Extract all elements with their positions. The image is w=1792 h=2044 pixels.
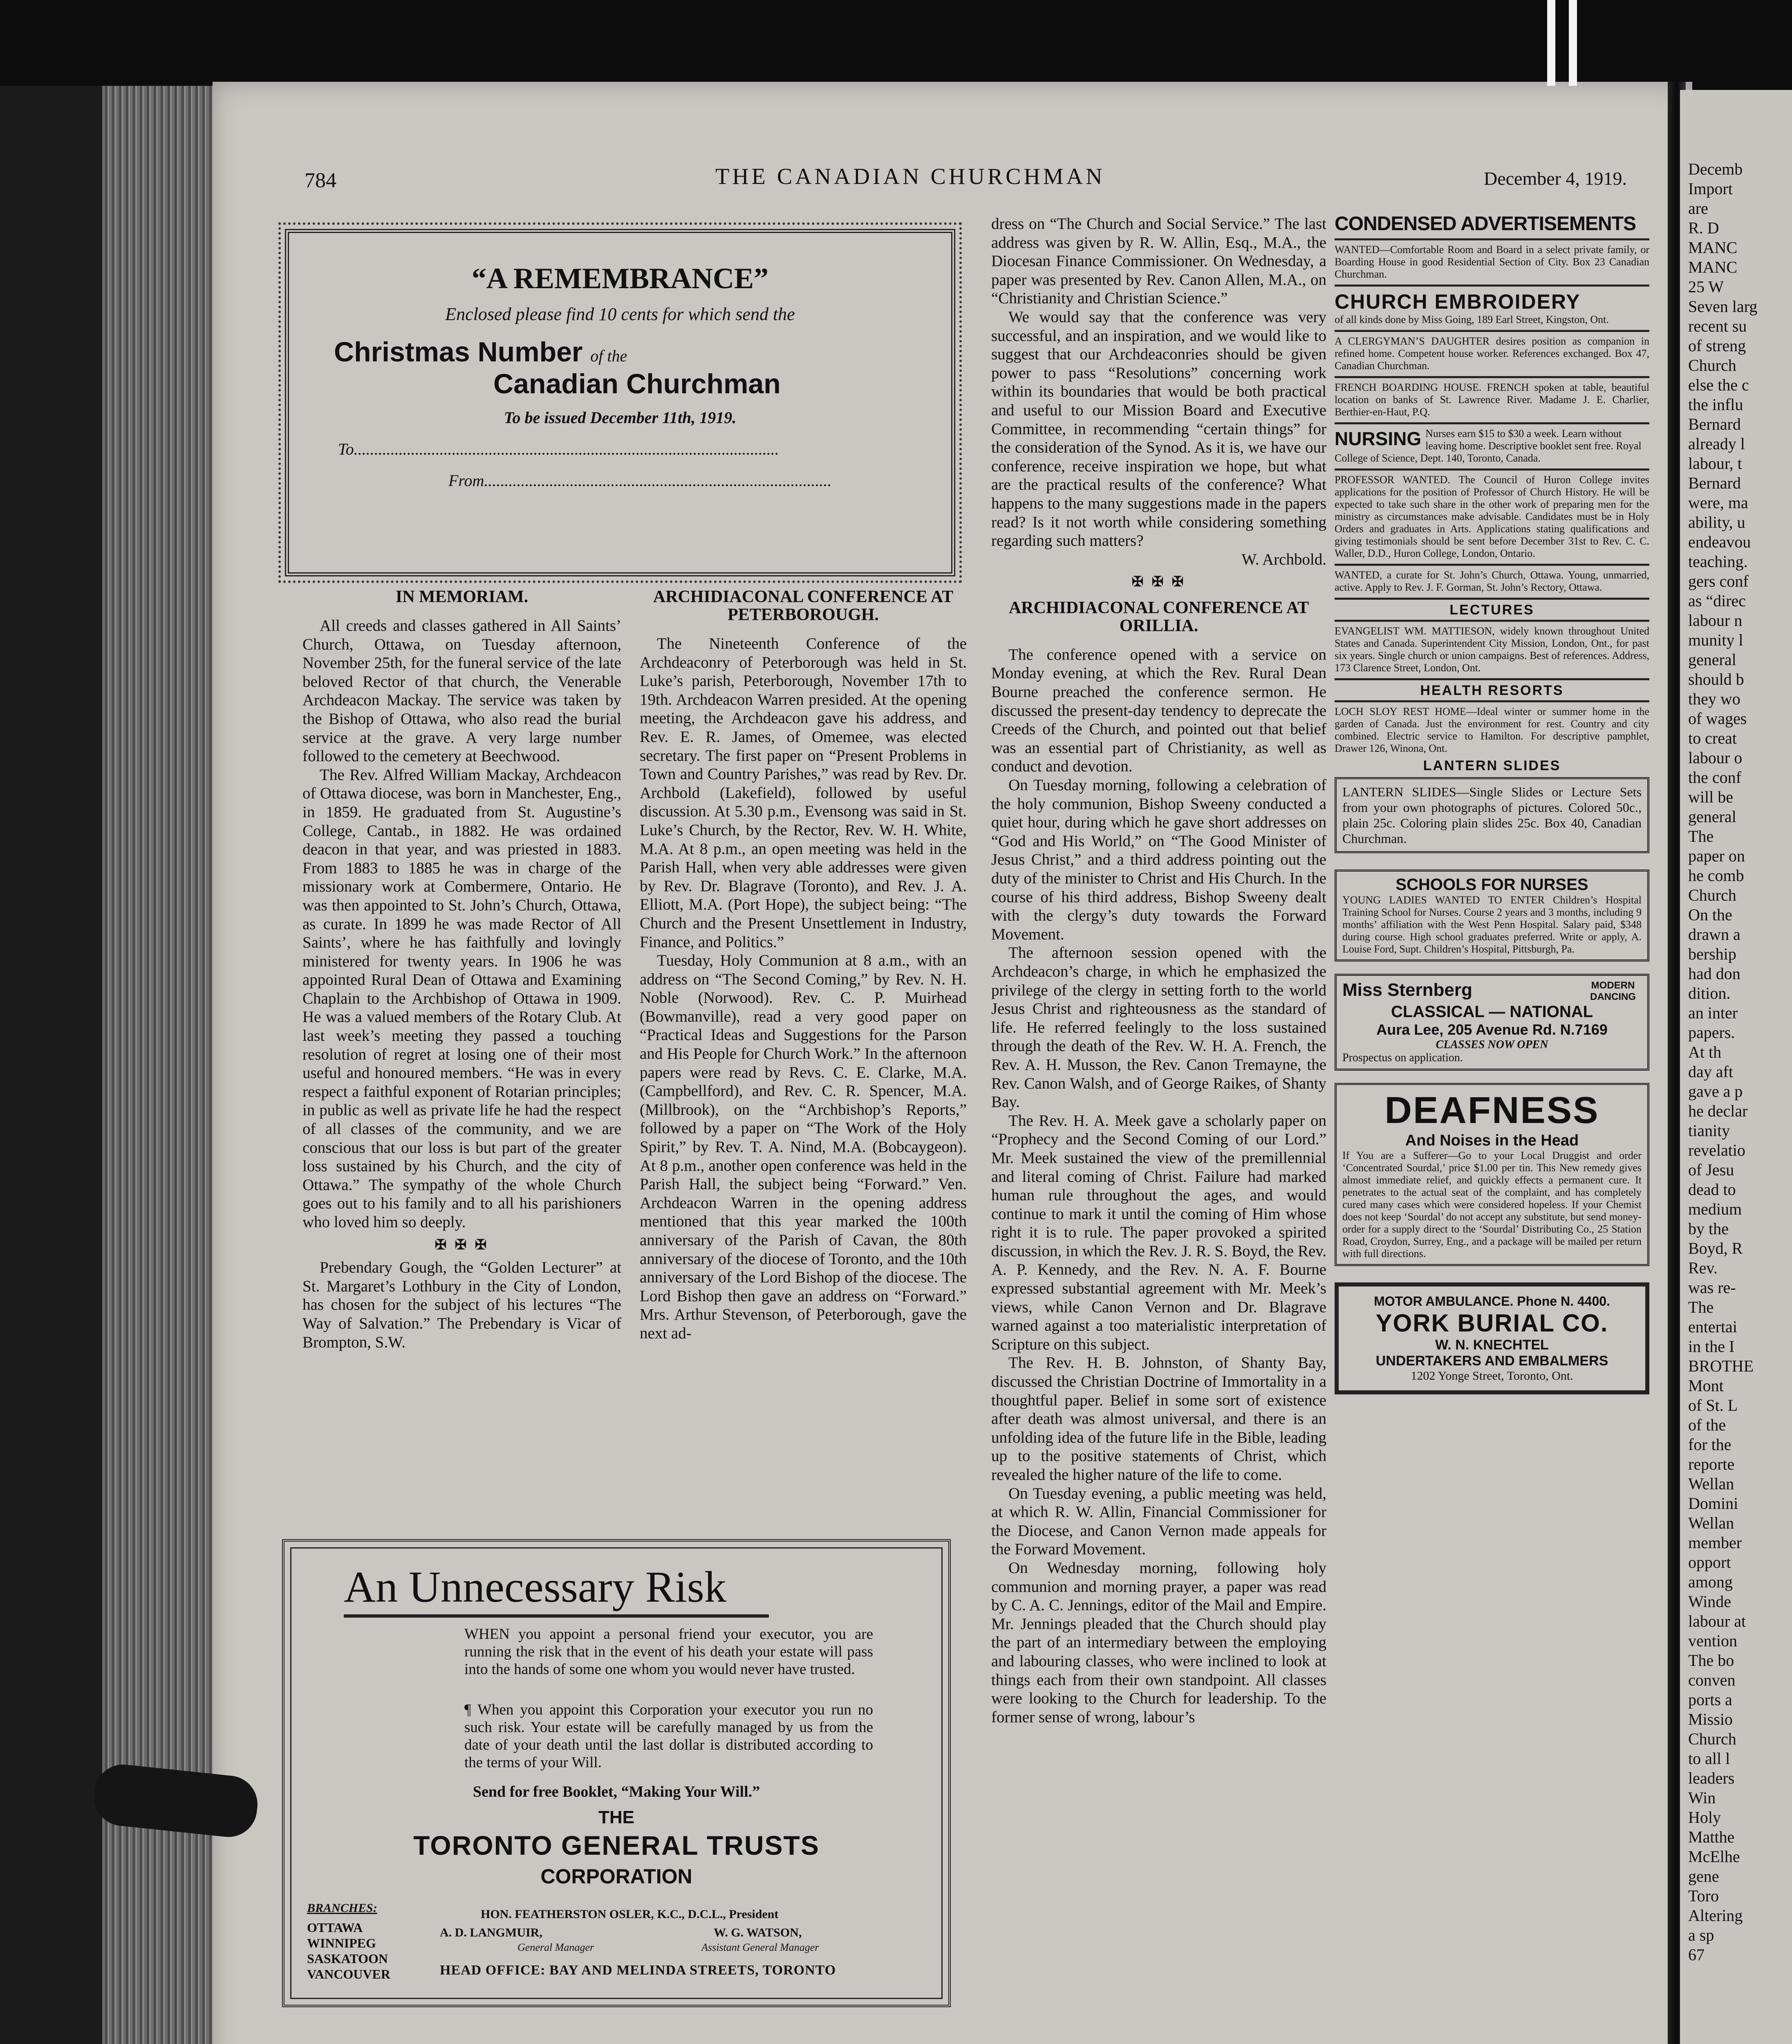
orillia-paragraph: On Wednesday morning, following holy communion and morning prayer, a paper was read by C. A. C. Jennings, editor of the Mail and Empire. Mr. Jennings pleaded that the Church should play the part of an intermediary between the employing and labouring classes, who were inclined to look at things each from their own standpoint. All classes were looking to the Church for leadership. To the former sense of wrong, labour’s (991, 1559, 1326, 1726)
risk-paragraph: ¶ When you appoint this Corporation your executor you run no such risk. Your estate will be carefully managed by us from the date of your death until the last dollar is distributed according to the terms of your Will. (464, 1701, 873, 1771)
adjacent-page-line: already l (1688, 435, 1745, 453)
deafness-subtitle: And Noises in the Head (1405, 1132, 1579, 1149)
adjacent-page-line: among (1688, 1573, 1733, 1591)
coupon-paper-name: Canadian Churchman (493, 368, 781, 399)
adjacent-page-line: reporte (1688, 1455, 1735, 1473)
adjacent-page-line: a sp (1688, 1926, 1714, 1944)
adjacent-page-line: Bernard (1688, 474, 1741, 492)
adjacent-page-line: paper on (1688, 847, 1745, 865)
memoriam-paragraph: The Rev. Alfred William Mackay, Archdeacon of Ottawa diocese, was born in Manchester, Eng., in 1859. He graduated from St. Augustine’s College, Cantab., in 1882. He was ordained deacon in that year, and was priested in 1883. From 1883 to 1885 he was in charge of the missionary work at Combermere, Ontario. He was then appointed to St. John’s Church, Ottawa, as curate. In 1899 he was made Rector of All Saints’, where he has faithfully and lovingly ministered for twenty years. In 1906 he was appointed Rural Dean of Ottawa and Examining Chaplain to the Archbishop of Ottawa in 1909. He was a valued members of the Rotary Club. At last week’s meeting they passed a touching resolution of regret at losing one of their most useful and honoured members. “He was in every respect a faithful exponent of Rotarian principles; in public as well as private life he had the respect of all classes of the community, and we are conscious that our loss is but part of the greater loss sustained by his Church, and the city of Ottawa.” The sympathy of the whole Church goes out to his family and to all his parishioners who loved him so deeply. (302, 766, 621, 1231)
adjacent-page-line: should b (1688, 670, 1744, 688)
sternberg-classical: CLASSICAL — NATIONAL (1391, 1003, 1593, 1021)
adjacent-page (1680, 90, 1792, 2044)
orillia-paragraph: On Tuesday evening, a public meeting was held, at which R. W. Allin, Financial Commissioner for the Diocese, and Canon Vernon made appeals for the Forward Movement. (991, 1484, 1326, 1558)
adjacent-page-line: gene (1688, 1867, 1719, 1885)
adjacent-page-line: Holy (1688, 1808, 1721, 1827)
peterborough-paragraph: The Nineteenth Conference of the Archdeaconry of Peterborough was held in St. Luke’s parish, Peterborough, November 17th to 19th. Archdeacon Warren presided. At the opening meeting, the Archdeacon gave his address, and Rev. E. R. James, of Omemee, was elected secretary. The first paper on “Present Problems in Town and Country Parishes,” was read by Rev. Dr. Archbold (Lakefield), followed by useful discussion. At 5.30 p.m., Evensong was said in St. Luke’s Church, by the Rector, Rev. W. H. White, M.A. At 8 p.m., an open meeting was held in the Parish Hall, when very able addresses were given by Rev. Dr. Blagrave (Toronto), and Rev. J. A. Elliott, M.A. (Port Hope), the subject being: “The Church and the Present Unsettlement in Industry, Finance, and Politics.” (640, 635, 967, 951)
classified-column (1335, 213, 1649, 2019)
orillia-paragraph: The Rev. H. A. Meek gave a scholarly paper on “Prophecy and the Second Coming of our Lord.” Mr. Meek sustained the view of the premillennial and literal coming of Christ. Failure had marked human rule throughout the ages, and would continue to mark it until the coming of Him whose right it is to rule. The paper provoked a spirited discussion, in which the Rev. J. R. S. Boyd, the Rev. A. P. Kennedy, and the Rev. N. A. F. Bourne expressed substantial agreement with Mr. Meek’s views, while Canon Vernon and Dr. Blagrave warned against a too materialistic interpretation of Scripture on this subject. (991, 1112, 1326, 1353)
ad-evangelist: EVANGELIST WM. MATTIESON, widely known throughout United States and Canada. Superintendent City Mission, London, Ont., for past six years. Single church or union campaigns. Best of references. Address, 173 Clarence Street, London, Ont. (1335, 625, 1649, 674)
adjacent-page-line: recent su (1688, 317, 1747, 335)
sternberg-name: Miss Sternberg (1342, 980, 1472, 1000)
adjacent-page-line: Toro (1688, 1887, 1719, 1905)
ad-professor-wanted: PROFESSOR WANTED. The Council of Huron College invites applications for the position of Professor of Church History. He will be expected to take such share in the other work of preparing men for the ministry as circumstances make advisable. Candidates must be in Holy Orders and graduates in Arts. Applications stating qualifications and giving testimonials should be sent before December 31st to Rev. C. C. Waller, D.D., Huron College, London, Ontario. (1335, 474, 1649, 559)
memoriam-paragraph: All creeds and classes gathered in All Saints’ Church, Ottawa, on Tuesday afternoon, November 25th, for the funeral service of the late beloved Rector of that church, the Venerable Archdeacon Mackay. The service was taken by the Bishop of Ottawa, who also read the burial service at the grave. A very large number followed to the cemetery at Beechwood. (302, 617, 621, 765)
scan-background (0, 86, 102, 2044)
adjacent-page-line: he declar (1688, 1102, 1748, 1120)
adjacent-page-line: Church (1688, 356, 1736, 374)
branches-list (307, 1920, 390, 1982)
continued-paragraph: dress on “The Church and Social Service.” The last address was given by R. W. Allin, Esq., M.A., the Diocesan Finance Commissioner. On Wednesday, a paper was presented by Rev. Canon Allen, M.A., on “Christianity and Christian Science.” (991, 215, 1326, 307)
adjacent-page-line: of streng (1688, 336, 1746, 355)
adjacent-page-line: the conf (1688, 768, 1741, 787)
adjacent-page-line: McElhe (1688, 1847, 1740, 1866)
adjacent-page-line: labour at (1688, 1612, 1746, 1630)
orillia-heading: ARCHIDIACONAL CONFERENCE AT ORILLIA. (1008, 598, 1309, 635)
adjacent-page-line: medium (1688, 1200, 1742, 1218)
adjacent-page-line: for the (1688, 1435, 1732, 1454)
adjacent-page-line: ability, u (1688, 513, 1745, 531)
ad-room-wanted: WANTED—Comfortable Room and Board in a select private family, or Boarding House in good Residential Section of City. Box 23 Canadian Churchman. (1335, 244, 1649, 280)
orillia-paragraph: The conference opened with a service on Monday evening, at which the Rev. Rural Dean Bourne preached the conference sermon. He discussed the present-day tendency to deprecate the Creeds of the Church, and pointed out that belief was an essential part of Christianity, as well as conduct and devotion. (991, 645, 1326, 775)
adjacent-page-line: Church (1688, 886, 1736, 904)
condensed-ads-title: CONDENSED ADVERTISEMENTS (1335, 213, 1636, 235)
branch: VANCOUVER (307, 1967, 390, 1981)
adjacent-page-line: conven (1688, 1671, 1736, 1689)
adjacent-page-line: gers conf (1688, 572, 1749, 590)
adjacent-page-line: Church (1688, 1730, 1736, 1748)
company-prefix: THE (598, 1807, 634, 1827)
coupon-issue-date: To be issued December 11th, 1919. (504, 408, 737, 427)
coupon-to-field[interactable]: To........................................................................................................ (338, 440, 779, 458)
branch: OTTAWA (307, 1920, 363, 1935)
adjacent-page-line: of the (1688, 1416, 1726, 1434)
assistant-manager-title: Assistant General Manager (701, 1941, 819, 1953)
orillia-paragraph: The Rev. H. B. Johnston, of Shanty Bay, discussed the Christian Doctrine of Immortality in a thoughtful paper. Belief in some sort of existence after death was almost universal, and there is an unfolding idea of the future life in the Bible, leading up to the positive statements of Christ, which revealed the higher nature of the life to come. (991, 1354, 1326, 1484)
booklet-offer: Send for free Booklet, “Making Your Will.” (473, 1783, 760, 1800)
adjacent-page-line: he comb (1688, 866, 1744, 885)
scan-bar (1569, 0, 1577, 86)
page-number: 784 (305, 169, 336, 192)
adjacent-page-line: revelatio (1688, 1141, 1745, 1159)
adjacent-page-line: tianity (1688, 1121, 1730, 1140)
adjacent-page-line: labour n (1688, 611, 1743, 630)
sternberg-address: Aura Lee, 205 Avenue Rd. N.7169 (1376, 1021, 1608, 1038)
sternberg-prospectus: Prospectus on application. (1342, 1051, 1463, 1064)
adjacent-page-line: vention (1688, 1632, 1737, 1650)
adjacent-page-line: Import (1688, 179, 1733, 198)
adjacent-page-line: general (1688, 650, 1736, 669)
ad-deafness-remedy: If You are a Sufferer—Go to your Local Druggist and order ‘Concentrated Sourdal,’ price $1.00 per tin. This New remedy gives almost immediate relief, and quickly effects a permanent cure. It penetrates to the actual seat of the complaint, and has completely cured many cases which were considered hopeless. If your Chemist does not keep ‘Sourdal’ do not accept any substitute, but send money-order for a supply direct to the ‘Sourdal’ Distributing Co., 25 Station Road, Croydon, Surrey, Eng., and a package will be mailed per return with full directions. (1342, 1150, 1642, 1260)
coupon-of-the: of the (590, 347, 627, 365)
ad-loch-sloy: LOCH SLOY REST HOME—Ideal winter or summer home in the garden of Canada. Just the environment for rest. Country and city combined. Electric service to Hamilton. For descriptive pamphlet, Drawer 126, Winona, Ont. (1335, 706, 1649, 754)
company-name: TORONTO GENERAL TRUSTS (413, 1830, 820, 1860)
trust-advertisement (282, 1539, 951, 2007)
ad-embroidery: of all kinds done by Miss Going, 189 Earl Street, Kingston, Ont. (1335, 314, 1609, 325)
adjacent-page-line: Decemb (1688, 160, 1743, 178)
ambulance-line: MOTOR AMBULANCE. Phone N. 4400. (1374, 1294, 1610, 1309)
ad-french-boarding: FRENCH BOARDING HOUSE. FRENCH spoken at table, beautiful location on banks of St. Lawrence River. Madame J. E. Charlier, Berthier-en-Haut, P.Q. (1335, 381, 1649, 418)
adjacent-page-line: entertai (1688, 1318, 1737, 1336)
adjacent-page-line: general (1688, 807, 1736, 826)
adjacent-page-line: MANC (1688, 258, 1738, 276)
branch: WINNIPEG (307, 1936, 376, 1950)
adjacent-page-line: of St. L (1688, 1396, 1738, 1414)
scan-bar (1547, 0, 1555, 86)
orillia-paragraph: The afternoon session opened with the Archdeacon’s charge, in which he emphasized the privilege of the clergy in setting forth to the world Jesus Christ and righteousness as the standard of life. He referred feelingly to the loss sustained through the death of the Rev. W. H. A. French, the Rev. A. H. Musson, the Rev. Canon Tremayne, the Rev. Canon Walsh, and of George Raikes, of Shanty Bay. (991, 944, 1326, 1111)
adjacent-page-line: are (1688, 199, 1708, 217)
ad-clergyman-daughter: A CLERGYMAN’S DAUGHTER desires position as companion in refined home. Competent house worker. References exchanged. Box 47, Canadian Churchman. (1335, 335, 1649, 372)
york-burial-owner: W. N. KNECHTEL (1435, 1337, 1549, 1353)
adjacent-page-line: of wages (1688, 709, 1747, 728)
adjacent-page-line: Rev. (1688, 1259, 1718, 1277)
coupon-christmas-number: Christmas Number (334, 336, 583, 368)
ad-curate-wanted: WANTED, a curate for St. John’s Church, Ottawa. Young, unmarried, active. Apply to Rev. J. F. Gorman, St. John’s Rectory, Ottawa. (1335, 569, 1649, 593)
coupon-from-field[interactable]: From..................................................................................... (448, 471, 832, 490)
adjacent-page-line: Altering (1688, 1906, 1743, 1925)
adjacent-page-line: to creat (1688, 729, 1737, 747)
ad-nursing: Nurses earn $15 to $30 a week. Learn without leaving home. Descriptive booklet sent free. Royal College of Science, Dept. 140, Toronto, Canada. (1335, 428, 1642, 464)
peterborough-column (640, 580, 967, 1529)
adjacent-page-line: Wellan (1688, 1475, 1734, 1493)
section-separator: ✠ ✠ ✠ (1131, 574, 1186, 590)
adjacent-page-line: ports a (1688, 1690, 1732, 1709)
adjacent-page-line: leaders (1688, 1769, 1735, 1787)
branch: SASKATOON (307, 1951, 388, 1966)
adjacent-page-line: R. D (1688, 219, 1719, 237)
schools-for-nurses-title: SCHOOLS FOR NURSES (1396, 876, 1588, 894)
adjacent-page-line: Seven larg (1688, 297, 1758, 316)
adjacent-page-line: The bo (1688, 1651, 1734, 1670)
adjacent-page-line: Domini (1688, 1494, 1738, 1513)
adjacent-page-line: the influ (1688, 395, 1743, 414)
adjacent-page-line: Bernard (1688, 415, 1741, 433)
adjacent-page-line: opport (1688, 1553, 1731, 1571)
book-spine (102, 86, 213, 2044)
lantern-slides-title: LANTERN SLIDES (1423, 758, 1561, 773)
adjacent-page-line: Matthe (1688, 1828, 1735, 1846)
adjacent-page-line: Boyd, R (1688, 1239, 1743, 1257)
deafness-title: DEAFNESS (1384, 1089, 1599, 1131)
adjacent-page-line: of Jesu (1688, 1161, 1734, 1179)
president: HON. FEATHERSTON OSLER, K.C., D.C.L., President (481, 1907, 779, 1921)
signature: W. Archbold. (1241, 550, 1326, 568)
lectures-title: LECTURES (1449, 602, 1534, 618)
adjacent-page-line: they wo (1688, 690, 1740, 708)
masthead-title: THE CANADIAN CHURCHMAN (715, 164, 1105, 189)
memoriam-column (302, 580, 621, 1513)
adjacent-page-line: dition. (1688, 984, 1731, 1002)
adjacent-page-line: had don (1688, 964, 1740, 983)
ad-nurse-training: YOUNG LADIES WANTED TO ENTER Children’s Hospital Training School for Nurses. Course 2 years and 3 months, including 9 months’ affiliation with the West Penn Hospital. Salary paid, $348 during course. High school graduates preferred. Write or apply, A. Louise Ford, Supt. Children’s Hospital, Pittsburgh, Pa. (1342, 894, 1642, 955)
adjacent-page-line: were, ma (1688, 493, 1748, 512)
memoriam-heading: IN MEMORIAM. (395, 587, 529, 606)
adjacent-page-line: day aft (1688, 1062, 1733, 1081)
assistant-manager: W. G. WATSON, (714, 1926, 802, 1939)
adjacent-page-line: was re- (1688, 1278, 1736, 1297)
adjacent-page-line: by the (1688, 1219, 1729, 1238)
nursing-title: NURSING (1335, 428, 1422, 449)
adjacent-page-line: bership (1688, 945, 1736, 963)
york-burial-address: 1202 Yonge Street, Toronto, Ont. (1411, 1369, 1573, 1383)
adjacent-page-line: Win (1688, 1788, 1716, 1807)
adjacent-page-line: 67 (1688, 1945, 1705, 1964)
adjacent-page-line: drawn a (1688, 925, 1740, 944)
adjacent-page-line: gave a p (1688, 1082, 1743, 1100)
adjacent-page-line: Winde (1688, 1592, 1732, 1611)
adjacent-page-line: teaching. (1688, 552, 1748, 571)
ad-lantern-slides: LANTERN SLIDES—Single Slides or Lecture Sets from your own photographs of pictures. Colored 50c., plain 25c. Coloring plain slides 25c. Box 40, Canadian Churchman. (1342, 784, 1642, 846)
adjacent-page-line: BROTHE (1688, 1357, 1754, 1375)
york-burial-services: UNDERTAKERS AND EMBALMERS (1375, 1353, 1608, 1369)
adjacent-page-line: munity l (1688, 631, 1743, 649)
adjacent-page-line: Mont (1688, 1376, 1724, 1395)
company-corporation: CORPORATION (540, 1865, 692, 1888)
adjacent-page-line: papers. (1688, 1023, 1735, 1042)
coupon-title: “A REMEMBRANCE” (471, 262, 768, 295)
adjacent-page-line: labour o (1688, 749, 1743, 767)
adjacent-page-text (1680, 90, 1792, 1965)
adjacent-page-line: else the c (1688, 376, 1749, 394)
adjacent-page-line: member (1688, 1533, 1742, 1552)
adjacent-page-line: On the (1688, 905, 1732, 924)
orillia-paragraph: On Tuesday morning, following a celebration of the holy communion, Bishop Sweeny conducted a quiet hour, during which he gave short addresses on “God and His World,” on “The Good Minister of Jesus Christ,” and a third address pointing out the duty of the minister to Christ and His Church. In the course of his third address, Bishop Sweeny dealt with the clergy’s duty towards the Forward Movement. (991, 776, 1326, 943)
risk-title: An Unnecessary Risk (344, 1563, 726, 1611)
orillia-column (991, 215, 1326, 2044)
adjacent-page-line: 25 W (1688, 278, 1724, 296)
adjacent-page-line: will be (1688, 788, 1733, 806)
adjacent-page-line: The (1688, 1298, 1714, 1316)
adjacent-page-line: to all l (1688, 1749, 1730, 1768)
coupon-line: Enclosed please find 10 cents for which send the (445, 304, 795, 324)
embroidery-title: CHURCH EMBROIDERY (1335, 290, 1581, 313)
health-resorts-title: HEALTH RESORTS (1420, 683, 1564, 698)
peterborough-heading: ARCHIDIACONAL CONFERENCE AT PETERBOROUGH. (653, 587, 954, 624)
adjacent-page-line: Missio (1688, 1710, 1733, 1728)
peterborough-paragraph: Tuesday, Holy Communion at 8 a.m., with an address on “The Second Coming,” by Rev. N. H. Noble (Norwood). Rev. C. P. Muirhead (Bowmanville), read a very good paper on “Practical Ideas and Suggestions for the Parson and His People for Church Work.” In the afternoon papers were read by Revs. C. E. Clarke, M.A. (Campbellford), and Rev. C. R. Spencer, M.A. (Millbrook), on the “Archbishop’s Reports,” followed by a paper on “The Work of the Holy Spirit,” by Rev. T. A. Nind, M.A. (Bobcaygeon). At 8 p.m., another open conference was held in the Parish Hall, the subject being “Forward.” Ven. Archdeacon Warren in the opening address mentioned that this year marked the 100th anniversary of the Parish of Cavan, the 80th anniversary of the diocese of Toronto, and the 10th anniversary of the Lord Bishop of the diocese. The Lord Bishop then gave an address on “Forward.” Mrs. Arthur Stevenson, of Peterborough, gave the next ad- (640, 952, 967, 1342)
sternberg-classes: CLASSES NOW OPEN (1436, 1038, 1548, 1051)
adjacent-page-line: At th (1688, 1043, 1722, 1061)
page-date: December 4, 1919. (1484, 168, 1627, 189)
head-office: HEAD OFFICE: BAY AND MELINDA STREETS, TORONTO (440, 1963, 836, 1978)
adjacent-page-line: as “direc (1688, 592, 1746, 610)
gough-paragraph: Prebendary Gough, the “Golden Lecturer” at St. Margaret’s Lothbury in the City of London, has chosen for the subject of his lectures “The Way of Salvation.” The Prebendary is Vicar of Brompton, S.W. (302, 1259, 621, 1351)
remembrance-coupon (285, 229, 955, 576)
adjacent-page-line: dead to (1688, 1180, 1736, 1199)
adjacent-page-line: labour, t (1688, 454, 1742, 473)
general-manager-title: General Manager (517, 1941, 594, 1953)
adjacent-page-line: MANC (1688, 238, 1738, 257)
adjacent-page-line: Wellan (1688, 1514, 1734, 1532)
general-manager: A. D. LANGMUIR, (440, 1926, 542, 1939)
sternberg-modern: MODERN DANCING (1590, 980, 1636, 1002)
risk-paragraph: WHEN you appoint a personal friend your executor, you are running the risk that in the event of his death your estate will pass into the hands of some one whom you would never have trusted. (464, 1626, 873, 1678)
york-burial-name: YORK BURIAL CO. (1375, 1309, 1608, 1337)
branches-label: BRANCHES: (307, 1901, 377, 1915)
conference-opinion: We would say that the conference was very successful, and an inspiration, and we would like to suggest that our Archdeaconries should be given power to pass “Resolutions” concerning work within its boundaries that would be both practical and useful to our Mission Board and Executive Committee, in recommending “certain things” for the consideration of the Synod. As it is, we have our conference, receive inspiration we hope, but what are the practical results of the conference? What happens to the many suggestions made in the papers read? Is it not worth while considering something regarding such matters? (991, 308, 1326, 550)
adjacent-page-line: The (1688, 827, 1714, 845)
section-separator: ✠ ✠ ✠ (435, 1237, 489, 1253)
adjacent-page-line: in the I (1688, 1337, 1735, 1356)
adjacent-page-line: endeavou (1688, 533, 1751, 551)
adjacent-page-line: an inter (1688, 1004, 1738, 1022)
